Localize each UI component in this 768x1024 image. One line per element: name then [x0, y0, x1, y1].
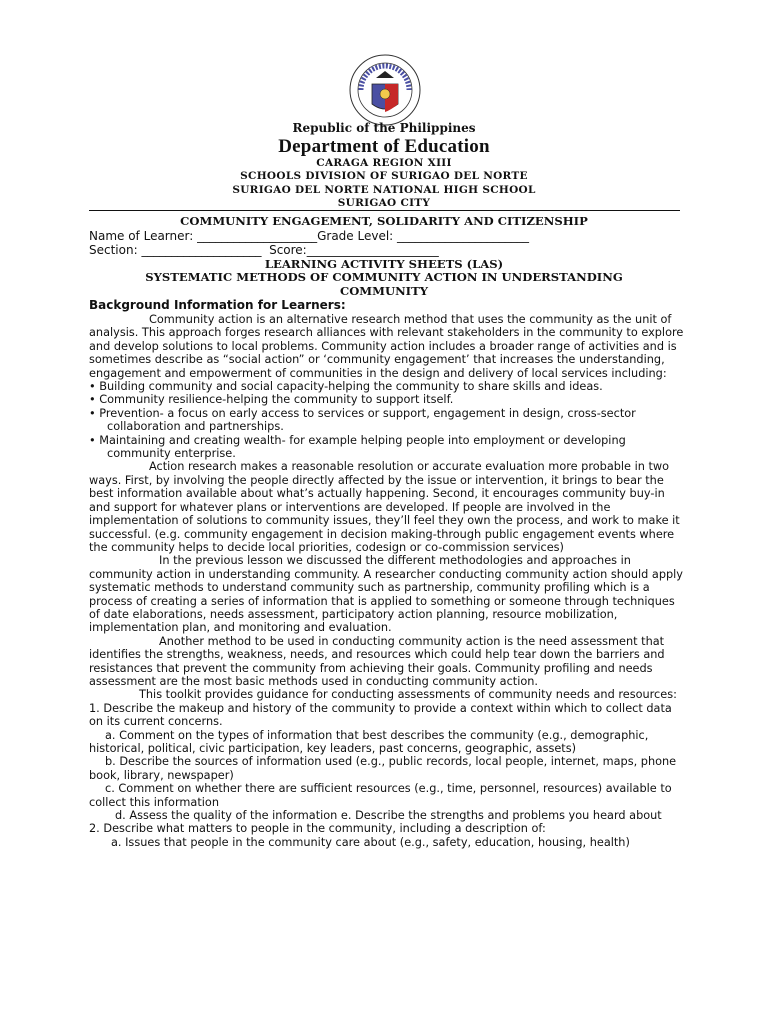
- department-title: Department of Education: [278, 136, 490, 157]
- list-subitem: c. Comment on whether there are sufficient resources (e.g., time, personnel, resources) available to collect this information: [89, 782, 672, 809]
- list-subitem: b. Describe the sources of information used (e.g., public records, local people, internet, maps, phone book, library, newspaper): [89, 755, 677, 782]
- city-line: SURIGAO CITY: [337, 197, 431, 209]
- subject-title: COMMUNITY ENGAGEMENT, SOLIDARITY AND CITIZENSHIP: [180, 214, 588, 228]
- paragraph-toolkit: This toolkit provides guidance for conducting assessments of community needs and resources:: [139, 688, 677, 702]
- school-line: SURIGAO DEL NORTE NATIONAL HIGH SCHOOL: [232, 184, 536, 196]
- division-line: SCHOOLS DIVISION OF SURIGAO DEL NORTE: [240, 170, 528, 182]
- paragraph-action-research: Action research makes a reasonable resolution or accurate evaluation more probable in two ways. First, by involving the people directly affected by the issue or intervention, it brings to bear the best information available about what’s actually happening. Second, it encourages community buy-in and support for whatever plans or interventions are developed. If people are involved in the implementation of solutions to community issues, they’ll feel they own the process, and work to make it successful. (e.g. community engagement in decision making-through public engagement events where the community helps to decide local priorities, codesign or co-commission services): [89, 460, 680, 554]
- republic-heading: Republic of the Philippines: [292, 121, 476, 135]
- bullet-item: • Community resilience-helping the community to support itself.: [89, 393, 454, 407]
- topic-title-line2: COMMUNITY: [339, 284, 429, 298]
- header-divider: [89, 210, 680, 211]
- list-item: 1. Describe the makeup and history of the community to provide a context within which to collect data on its current concerns.: [89, 701, 672, 729]
- paragraph-community-action: Community action is an alternative research method that uses the community as the unit of analysis. This approach forges research alliances with relevant stakeholders in the community to explore and develop solutions to local problems. Community action includes a broader range of activities and is sometimes describe as “social action” or ‘community engagement’ that increases the understanding, engagement and empowerment of communities in the design and delivery of local services including:: [89, 313, 684, 380]
- list-item: 2. Describe what matters to people in the community, including a description of:: [89, 822, 546, 836]
- background-body: [89, 313, 689, 849]
- background-heading: Background Information for Learners:: [89, 298, 346, 312]
- list-subitem: a. Issues that people in the community care about (e.g., safety, education, housing, health): [111, 835, 630, 849]
- paragraph-previous-lesson: In the previous lesson we discussed the different methodologies and approaches in community action in understanding community. A researcher conducting community action should apply systematic methods to understand community such as partnership, community profiling which is a process of creating a series of information that is applied to something or someone through techniques of date elaborations, needs assessment, participatory action planning, resource mobilization, implementation plan, and monitoring and evaluation.: [89, 554, 683, 635]
- bullet-item: • Maintaining and creating wealth- for example helping people into employment or developing community enterprise.: [89, 433, 626, 461]
- topic-title-line1: SYSTEMATIC METHODS OF COMMUNITY ACTION IN UNDERSTANDING: [145, 270, 623, 284]
- section-score-line: Section: ____________________ Score:______________________: [89, 243, 439, 257]
- las-title: LEARNING ACTIVITY SHEETS (LAS): [264, 257, 504, 271]
- list-subitem: d. Assess the quality of the information e. Describe the strengths and problems you heard about: [115, 809, 662, 823]
- deped-seal-logo: [349, 54, 421, 126]
- bullet-item: • Building community and social capacity-helping the community to share skills and ideas.: [89, 380, 603, 394]
- paragraph-needs-assessment: Another method to be used in conducting community action is the need assessment that identifies the strengths, weakness, needs, and resources which could help tear down the barriers and resistances that prevent the community from achieving their goals. Community profiling and needs assessment are the most basic methods used in conducting community action.: [89, 634, 665, 688]
- region-line: CARAGA REGION XIII: [316, 157, 452, 169]
- list-subitem: a. Comment on the types of information that best describes the community (e.g., demographic, historical, political, civic participation, key leaders, past concerns, geographic, assets): [89, 728, 649, 755]
- learner-name-grade-line: Name of Learner: ____________________Grade Level: ______________________: [89, 229, 530, 243]
- bullet-item: • Prevention- a focus on early access to services or support, engagement in design, cross-sector collaboration and partnerships.: [89, 406, 636, 434]
